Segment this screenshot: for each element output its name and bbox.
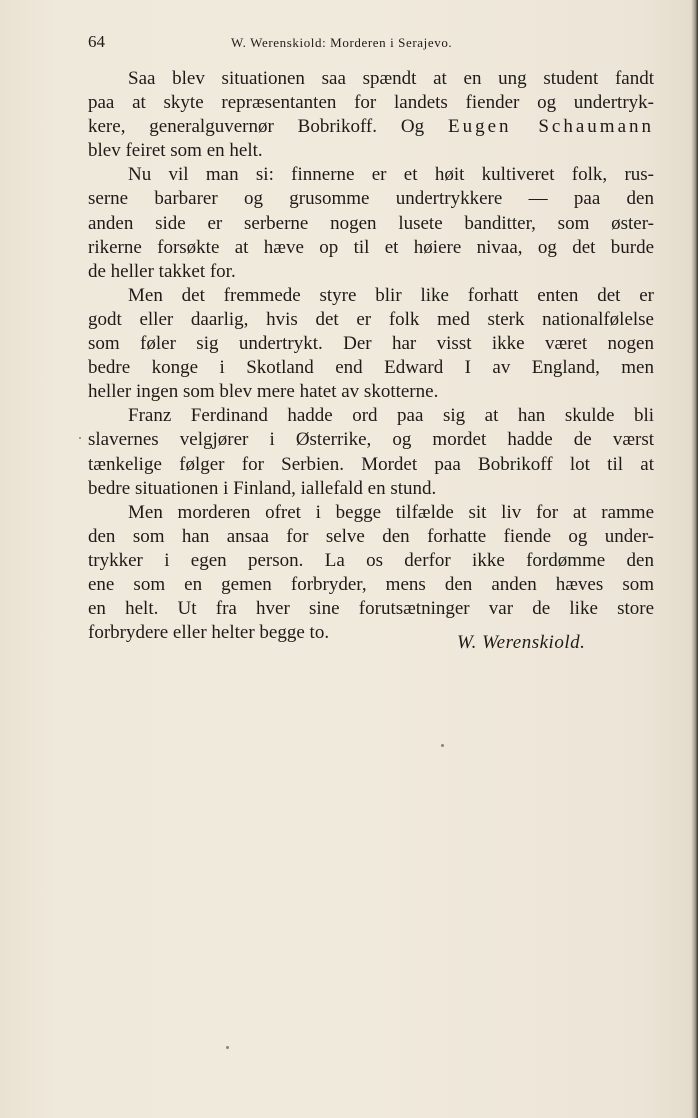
text-line: slavernes velgjører i Østerrike, og mordet hadde de værst [88, 429, 654, 451]
paper-speck [441, 744, 444, 747]
text-line: trykker i egen person. La os derfor ikke fordømme den [88, 549, 654, 571]
author-signature: W. Werenskiold. [457, 632, 586, 653]
text-line: Men det fremmede styre blir like forhatt enten det er [128, 284, 654, 306]
text-line: bedre konge i Skotland end Edward I av England, men [88, 357, 654, 379]
paper-speck [79, 437, 81, 439]
text-line: godt eller daarlig, hvis det er folk med sterk nationalfølelse [88, 308, 654, 330]
page-edge-shadow [691, 0, 698, 1118]
text-segment: kere, generalguvernør Bobrikoff. Og [88, 116, 425, 138]
text-line: den som han ansaa for selve den forhatte fiende og under- [88, 525, 654, 547]
text-line: forbrydere eller helter begge to. [88, 622, 330, 644]
text-line: paa at skyte repræsentanten for landets fiender og undertryk- [88, 92, 654, 114]
text-line: tænkelige følger for Serbien. Mordet paa Bobrikoff lot til at [88, 453, 654, 475]
text-line: ene som en gemen forbryder, mens den anden hæves som [88, 573, 654, 595]
running-head: W. Werenskiold: Morderen i Serajevo. [231, 35, 453, 50]
text-line-with-name [88, 115, 654, 139]
text-line: Men morderen ofret i begge tilfælde sit liv for at ramme [128, 501, 654, 523]
text-line: bedre situationen i Finland, iallefald en stund. [88, 477, 437, 499]
spaced-name: Eugen Schaumann [447, 116, 655, 138]
text-line: som føler sig undertrykt. Der har visst ikke været nogen [88, 333, 654, 355]
page-header [88, 32, 608, 54]
text-line: serne barbarer og grusomme undertrykkere — paa den [88, 188, 654, 210]
page-number: 64 [88, 32, 105, 51]
article-body [88, 67, 654, 645]
text-line: blev feiret som en helt. [88, 140, 263, 162]
text-line: de heller takket for. [88, 260, 236, 282]
text-line: Saa blev situationen saa spændt at en ung student fandt [128, 68, 654, 89]
text-line: rikerne forsøkte at hæve op til et høiere nivaa, og det burde [88, 236, 654, 258]
text-line: Nu vil man si: finnerne er et høit kultiveret folk, rus- [128, 164, 654, 186]
text-line: Franz Ferdinand hadde ord paa sig at han skulde bli [128, 405, 654, 427]
paper-speck [226, 1046, 229, 1049]
text-line: heller ingen som blev mere hatet av skotterne. [88, 381, 439, 403]
text-line: en helt. Ut fra hver sine forutsætninger var de like store [88, 598, 654, 620]
text-line: anden side er serberne nogen lusete banditter, som øster- [88, 212, 654, 234]
